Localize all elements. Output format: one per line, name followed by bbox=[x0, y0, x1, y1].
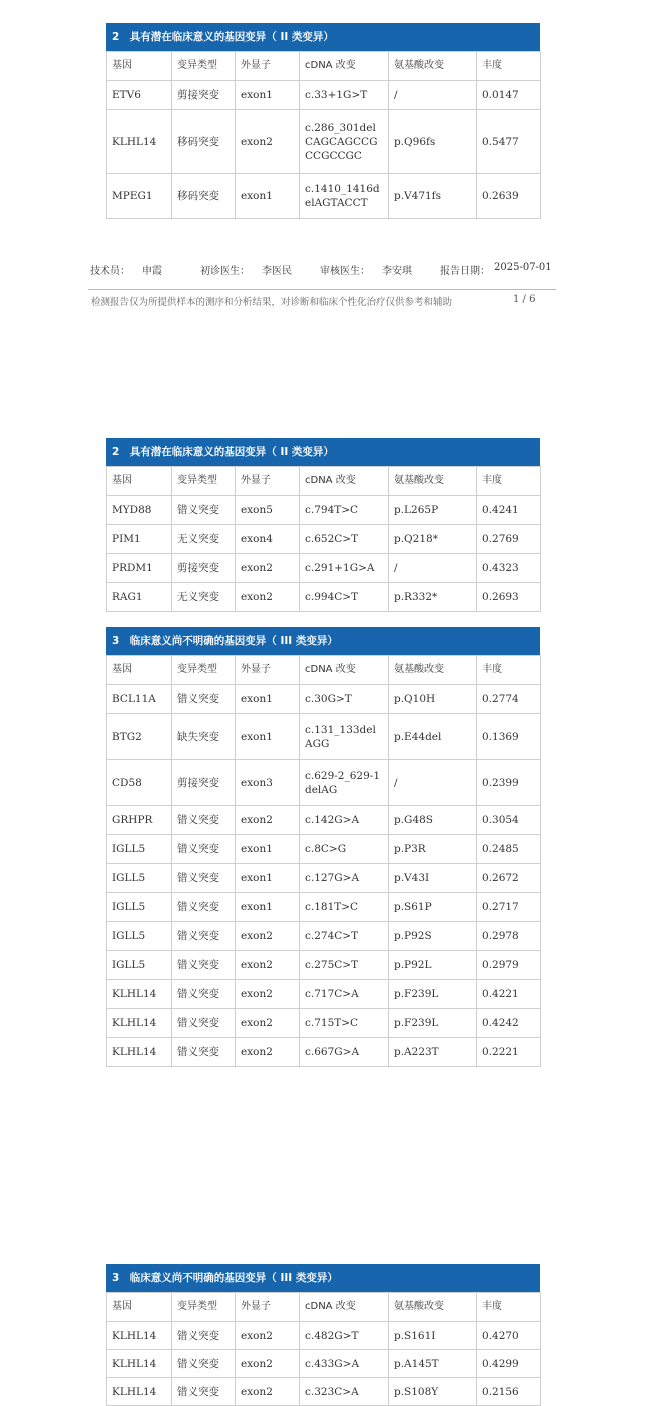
exon-cell: exon2 bbox=[236, 1322, 300, 1350]
column-header: 变异类型 bbox=[172, 467, 236, 496]
variant-type-cell: 错义突变 bbox=[172, 1038, 236, 1067]
section-title: 2 具有潜在临床意义的基因变异（ II 类变异） bbox=[106, 438, 540, 466]
cdna-cell: c.275C>T bbox=[300, 951, 389, 980]
cdna-cell: c.142G>A bbox=[300, 806, 389, 835]
abundance-cell: 0.2485 bbox=[477, 835, 541, 864]
abundance-cell: 0.1369 bbox=[477, 714, 541, 760]
variant-type-cell: 无义突变 bbox=[172, 525, 236, 554]
table-header-row bbox=[107, 656, 541, 685]
cdna-cell: c.717C>A bbox=[300, 980, 389, 1009]
gene-cell: RAG1 bbox=[107, 583, 172, 612]
gene-cell: BTG2 bbox=[107, 714, 172, 760]
variant-table bbox=[106, 466, 541, 612]
column-header: 变异类型 bbox=[172, 52, 236, 81]
abundance-cell: 0.4299 bbox=[477, 1350, 541, 1378]
variant-type-cell: 错义突变 bbox=[172, 806, 236, 835]
amino-acid-cell: p.P92S bbox=[389, 922, 477, 951]
amino-acid-cell: p.L265P bbox=[389, 496, 477, 525]
table-row bbox=[107, 110, 541, 174]
amino-acid-cell: p.V471fs bbox=[389, 174, 477, 219]
disclaimer-note: 检测报告仅为所提供样本的测序和分析结果，对诊断和临床个性化治疗仅供参考和辅助 bbox=[91, 297, 453, 308]
column-header: 基因 bbox=[107, 656, 172, 685]
column-header: 氨基酸改变 bbox=[389, 52, 477, 81]
column-header: 变异类型 bbox=[172, 656, 236, 685]
table-header-row bbox=[107, 467, 541, 496]
variant-table bbox=[106, 51, 541, 219]
cdna-cell: c.274C>T bbox=[300, 922, 389, 951]
cdna-cell: c.715T>C bbox=[300, 1009, 389, 1038]
variant-type-cell: 剪接突变 bbox=[172, 81, 236, 110]
section-class3-part1 bbox=[106, 627, 540, 1067]
column-header: 氨基酸改变 bbox=[389, 656, 477, 685]
amino-acid-cell: p.Q96fs bbox=[389, 110, 477, 174]
amino-acid-cell: p.F239L bbox=[389, 1009, 477, 1038]
gene-cell: KLHL14 bbox=[107, 1322, 172, 1350]
table-row bbox=[107, 554, 541, 583]
cdna-cell: c.794T>C bbox=[300, 496, 389, 525]
table-row bbox=[107, 760, 541, 806]
exon-cell: exon1 bbox=[236, 835, 300, 864]
column-header: 外显子 bbox=[236, 467, 300, 496]
amino-acid-cell: p.V43I bbox=[389, 864, 477, 893]
column-header: 丰度 bbox=[477, 1293, 541, 1322]
abundance-cell: 0.2979 bbox=[477, 951, 541, 980]
signature-line bbox=[90, 262, 550, 278]
exon-cell: exon1 bbox=[236, 174, 300, 219]
gene-cell: GRHPR bbox=[107, 806, 172, 835]
column-header: cDNA 改变 bbox=[300, 52, 389, 81]
variant-type-cell: 错义突变 bbox=[172, 980, 236, 1009]
amino-acid-cell: p.A145T bbox=[389, 1350, 477, 1378]
gene-cell: IGLL5 bbox=[107, 893, 172, 922]
section-class3-part2 bbox=[106, 1264, 540, 1406]
amino-acid-cell: p.Q10H bbox=[389, 685, 477, 714]
gene-cell: MPEG1 bbox=[107, 174, 172, 219]
variant-type-cell: 错义突变 bbox=[172, 951, 236, 980]
section-class2-part2 bbox=[106, 438, 540, 612]
amino-acid-cell: p.R332* bbox=[389, 583, 477, 612]
variant-type-cell: 剪接突变 bbox=[172, 760, 236, 806]
table-row bbox=[107, 685, 541, 714]
exon-cell: exon2 bbox=[236, 1038, 300, 1067]
exon-cell: exon2 bbox=[236, 951, 300, 980]
exon-cell: exon5 bbox=[236, 496, 300, 525]
cdna-cell: c.994C>T bbox=[300, 583, 389, 612]
tech-name: 申霞 bbox=[142, 266, 162, 277]
abundance-cell: 0.4270 bbox=[477, 1322, 541, 1350]
exon-cell: exon2 bbox=[236, 1350, 300, 1378]
variant-type-cell: 移码突变 bbox=[172, 110, 236, 174]
cdna-cell: c.323C>A bbox=[300, 1378, 389, 1406]
doc2-label: 审核医生： bbox=[320, 266, 370, 277]
tech-label: 技术员： bbox=[90, 266, 130, 277]
abundance-cell: 0.4241 bbox=[477, 496, 541, 525]
table-row bbox=[107, 1322, 541, 1350]
variant-type-cell: 移码突变 bbox=[172, 174, 236, 219]
column-header: 氨基酸改变 bbox=[389, 1293, 477, 1322]
abundance-cell: 0.2774 bbox=[477, 685, 541, 714]
doc1-name: 李医民 bbox=[262, 266, 292, 277]
gene-cell: KLHL14 bbox=[107, 980, 172, 1009]
page-number: 1 / 6 bbox=[513, 294, 536, 305]
gene-cell: IGLL5 bbox=[107, 922, 172, 951]
exon-cell: exon1 bbox=[236, 685, 300, 714]
cdna-cell: c.291+1G>A bbox=[300, 554, 389, 583]
column-header: 基因 bbox=[107, 1293, 172, 1322]
table-row bbox=[107, 806, 541, 835]
gene-cell: KLHL14 bbox=[107, 110, 172, 174]
cdna-cell: c.30G>T bbox=[300, 685, 389, 714]
gene-cell: PIM1 bbox=[107, 525, 172, 554]
section-class2-part1 bbox=[106, 23, 540, 219]
table-row bbox=[107, 835, 541, 864]
exon-cell: exon2 bbox=[236, 980, 300, 1009]
variant-type-cell: 剪接突变 bbox=[172, 554, 236, 583]
abundance-cell: 0.2221 bbox=[477, 1038, 541, 1067]
cdna-cell: c.433G>A bbox=[300, 1350, 389, 1378]
table-row bbox=[107, 951, 541, 980]
column-header: 丰度 bbox=[477, 52, 541, 81]
table-header-row bbox=[107, 1293, 541, 1322]
gene-cell: KLHL14 bbox=[107, 1038, 172, 1067]
exon-cell: exon1 bbox=[236, 714, 300, 760]
cdna-cell: c.33+1G>T bbox=[300, 81, 389, 110]
report-date: 2025-07-01 bbox=[494, 262, 552, 273]
abundance-cell: 0.4242 bbox=[477, 1009, 541, 1038]
cdna-cell: c.652C>T bbox=[300, 525, 389, 554]
amino-acid-cell: p.S108Y bbox=[389, 1378, 477, 1406]
exon-cell: exon1 bbox=[236, 81, 300, 110]
column-header: cDNA 改变 bbox=[300, 467, 389, 496]
gene-cell: KLHL14 bbox=[107, 1350, 172, 1378]
doc2-name: 李安琪 bbox=[382, 266, 412, 277]
cdna-cell: c.131_133delAGG bbox=[300, 714, 389, 760]
date-label: 报告日期： bbox=[440, 266, 490, 277]
abundance-cell: 0.2717 bbox=[477, 893, 541, 922]
variant-table bbox=[106, 1292, 541, 1406]
gene-cell: IGLL5 bbox=[107, 835, 172, 864]
column-header: 外显子 bbox=[236, 656, 300, 685]
column-header: 基因 bbox=[107, 52, 172, 81]
table-row bbox=[107, 864, 541, 893]
abundance-cell: 0.4323 bbox=[477, 554, 541, 583]
cdna-cell: c.127G>A bbox=[300, 864, 389, 893]
variant-type-cell: 错义突变 bbox=[172, 685, 236, 714]
table-row bbox=[107, 525, 541, 554]
variant-type-cell: 错义突变 bbox=[172, 496, 236, 525]
exon-cell: exon2 bbox=[236, 922, 300, 951]
gene-cell: IGLL5 bbox=[107, 864, 172, 893]
gene-cell: CD58 bbox=[107, 760, 172, 806]
abundance-cell: 0.4221 bbox=[477, 980, 541, 1009]
table-row bbox=[107, 81, 541, 110]
amino-acid-cell: p.G48S bbox=[389, 806, 477, 835]
table-row bbox=[107, 1378, 541, 1406]
abundance-cell: 0.2769 bbox=[477, 525, 541, 554]
cdna-cell: c.286_301delCAGCAGCCGCCGCCGC bbox=[300, 110, 389, 174]
exon-cell: exon2 bbox=[236, 1378, 300, 1406]
exon-cell: exon3 bbox=[236, 760, 300, 806]
table-row bbox=[107, 893, 541, 922]
column-header: 外显子 bbox=[236, 52, 300, 81]
variant-type-cell: 错义突变 bbox=[172, 864, 236, 893]
exon-cell: exon2 bbox=[236, 110, 300, 174]
footer-divider bbox=[88, 289, 556, 290]
variant-type-cell: 错义突变 bbox=[172, 1322, 236, 1350]
exon-cell: exon2 bbox=[236, 554, 300, 583]
section-title: 3 临床意义尚不明确的基因变异（ III 类变异） bbox=[106, 627, 540, 655]
amino-acid-cell: p.A223T bbox=[389, 1038, 477, 1067]
cdna-cell: c.667G>A bbox=[300, 1038, 389, 1067]
abundance-cell: 0.2639 bbox=[477, 174, 541, 219]
gene-cell: KLHL14 bbox=[107, 1009, 172, 1038]
table-row bbox=[107, 1350, 541, 1378]
gene-cell: ETV6 bbox=[107, 81, 172, 110]
abundance-cell: 0.3054 bbox=[477, 806, 541, 835]
variant-type-cell: 错义突变 bbox=[172, 893, 236, 922]
gene-cell: IGLL5 bbox=[107, 951, 172, 980]
abundance-cell: 0.0147 bbox=[477, 81, 541, 110]
cdna-cell: c.629-2_629-1delAG bbox=[300, 760, 389, 806]
column-header: 丰度 bbox=[477, 467, 541, 496]
gene-cell: PRDM1 bbox=[107, 554, 172, 583]
amino-acid-cell: p.S61P bbox=[389, 893, 477, 922]
abundance-cell: 0.2978 bbox=[477, 922, 541, 951]
exon-cell: exon1 bbox=[236, 864, 300, 893]
amino-acid-cell: p.F239L bbox=[389, 980, 477, 1009]
variant-type-cell: 错义突变 bbox=[172, 835, 236, 864]
gene-cell: MYD88 bbox=[107, 496, 172, 525]
amino-acid-cell: p.Q218* bbox=[389, 525, 477, 554]
abundance-cell: 0.2672 bbox=[477, 864, 541, 893]
column-header: cDNA 改变 bbox=[300, 1293, 389, 1322]
column-header: 基因 bbox=[107, 467, 172, 496]
doc1-label: 初诊医生： bbox=[200, 266, 250, 277]
exon-cell: exon2 bbox=[236, 806, 300, 835]
variant-type-cell: 错义突变 bbox=[172, 1009, 236, 1038]
table-header-row bbox=[107, 52, 541, 81]
table-row bbox=[107, 980, 541, 1009]
variant-table bbox=[106, 655, 541, 1067]
table-row bbox=[107, 922, 541, 951]
gene-cell: KLHL14 bbox=[107, 1378, 172, 1406]
column-header: 外显子 bbox=[236, 1293, 300, 1322]
column-header: 丰度 bbox=[477, 656, 541, 685]
table-row bbox=[107, 174, 541, 219]
cdna-cell: c.482G>T bbox=[300, 1322, 389, 1350]
column-header: 变异类型 bbox=[172, 1293, 236, 1322]
abundance-cell: 0.2693 bbox=[477, 583, 541, 612]
variant-type-cell: 无义突变 bbox=[172, 583, 236, 612]
column-header: cDNA 改变 bbox=[300, 656, 389, 685]
table-row bbox=[107, 714, 541, 760]
cdna-cell: c.8C>G bbox=[300, 835, 389, 864]
exon-cell: exon1 bbox=[236, 893, 300, 922]
exon-cell: exon4 bbox=[236, 525, 300, 554]
column-header: 氨基酸改变 bbox=[389, 467, 477, 496]
amino-acid-cell: p.S161I bbox=[389, 1322, 477, 1350]
gene-cell: BCL11A bbox=[107, 685, 172, 714]
variant-type-cell: 错义突变 bbox=[172, 1378, 236, 1406]
section-title: 3 临床意义尚不明确的基因变异（ III 类变异） bbox=[106, 1264, 540, 1292]
abundance-cell: 0.5477 bbox=[477, 110, 541, 174]
table-row bbox=[107, 496, 541, 525]
exon-cell: exon2 bbox=[236, 1009, 300, 1038]
section-title: 2 具有潜在临床意义的基因变异（ II 类变异） bbox=[106, 23, 540, 51]
table-row bbox=[107, 1009, 541, 1038]
abundance-cell: 0.2399 bbox=[477, 760, 541, 806]
amino-acid-cell: / bbox=[389, 760, 477, 806]
table-row bbox=[107, 583, 541, 612]
cdna-cell: c.1410_1416delAGTACCT bbox=[300, 174, 389, 219]
amino-acid-cell: p.P3R bbox=[389, 835, 477, 864]
exon-cell: exon2 bbox=[236, 583, 300, 612]
abundance-cell: 0.2156 bbox=[477, 1378, 541, 1406]
variant-type-cell: 缺失突变 bbox=[172, 714, 236, 760]
cdna-cell: c.181T>C bbox=[300, 893, 389, 922]
amino-acid-cell: p.P92L bbox=[389, 951, 477, 980]
amino-acid-cell: / bbox=[389, 81, 477, 110]
variant-type-cell: 错义突变 bbox=[172, 922, 236, 951]
variant-type-cell: 错义突变 bbox=[172, 1350, 236, 1378]
amino-acid-cell: / bbox=[389, 554, 477, 583]
amino-acid-cell: p.E44del bbox=[389, 714, 477, 760]
table-row bbox=[107, 1038, 541, 1067]
